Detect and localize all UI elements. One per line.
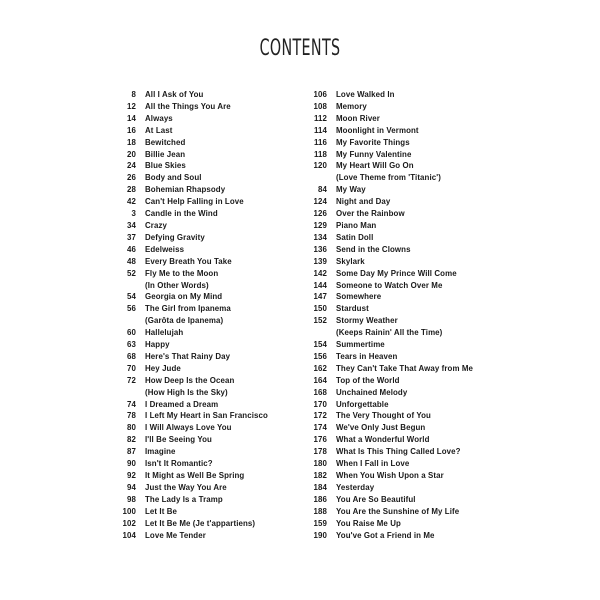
page-number: 154 [313, 340, 327, 350]
song-title: Yesterday [336, 482, 375, 492]
contents-entry [108, 351, 298, 363]
song-title: Tears in Heaven [336, 351, 398, 361]
page-number: 72 [127, 375, 136, 385]
song-title: Can't Help Falling in Love [145, 197, 244, 207]
page-number: 74 [127, 399, 136, 409]
page-number: 170 [313, 399, 327, 409]
page-number: 42 [127, 197, 136, 207]
song-title: Defying Gravity [145, 232, 205, 242]
song-title: How Deep Is the Ocean (How High Is the Sky) [145, 375, 235, 397]
song-title: Georgia on My Mind [145, 292, 223, 302]
song-title: Love Me Tender [145, 530, 206, 540]
contents-entry [300, 339, 500, 351]
page-number: 24 [127, 161, 136, 171]
contents-entry [300, 291, 500, 303]
contents-column-left [108, 89, 298, 541]
page-number: 87 [127, 447, 136, 457]
song-title: Hey Jude [145, 363, 181, 373]
page-number: 12 [127, 101, 136, 111]
page-number: 114 [313, 125, 327, 135]
song-title: Body and Soul [145, 173, 202, 183]
page-number: 70 [127, 363, 136, 373]
contents-entry [300, 280, 500, 292]
page-number: 134 [313, 232, 327, 242]
contents-entry [108, 208, 298, 220]
song-title: Every Breath You Take [145, 256, 232, 266]
song-title: Isn't It Romantic? [145, 459, 213, 469]
contents-entry [108, 113, 298, 125]
contents-entry [300, 410, 500, 422]
song-title: Piano Man [336, 220, 377, 230]
song-title: You've Got a Friend in Me [336, 530, 435, 540]
page-number: 3 [131, 209, 136, 219]
song-title: Send in the Clowns [336, 244, 411, 254]
page-number: 102 [122, 518, 136, 528]
song-title: Hallelujah [145, 328, 184, 338]
page-number: 54 [127, 292, 136, 302]
song-title: The Girl from Ipanema (Garôta de Ipanema) [145, 304, 231, 326]
contents-entry [108, 494, 298, 506]
contents-entry [108, 470, 298, 482]
page-number: 178 [313, 447, 327, 457]
song-title: You Raise Me Up [336, 518, 401, 528]
song-title: Edelweiss [145, 244, 185, 254]
contents-entry [108, 434, 298, 446]
page-number: 48 [127, 256, 136, 266]
contents-entry [300, 303, 500, 315]
contents-entry [300, 434, 500, 446]
page-number: 112 [313, 113, 327, 123]
contents-entry [108, 256, 298, 268]
page-number: 159 [313, 518, 327, 528]
page-number: 84 [318, 185, 327, 195]
contents-entry [108, 291, 298, 303]
song-title: Let It Be [145, 506, 178, 516]
song-title: I'll Be Seeing You [145, 435, 212, 445]
page-number: 182 [313, 471, 327, 480]
contents-entry [108, 518, 298, 530]
page-number: 124 [313, 197, 327, 207]
page-number: 168 [313, 387, 327, 397]
page-number: 174 [313, 423, 327, 433]
contents-entry [300, 101, 500, 113]
contents-entry [108, 399, 298, 411]
song-title: The Lady Is a Tramp [145, 494, 223, 504]
contents-entry [300, 518, 500, 530]
contents-entry [300, 446, 500, 458]
song-title: Love Walked In [336, 90, 395, 99]
page-number: 139 [313, 256, 327, 266]
page-number: 176 [313, 435, 327, 445]
contents-entry [300, 482, 500, 494]
song-title: What Is This Thing Called Love? [336, 447, 461, 457]
page-number: 150 [313, 304, 327, 314]
page-title: CONTENTS [259, 36, 341, 61]
song-title: Unchained Melody [336, 387, 408, 397]
contents-entry [300, 315, 500, 339]
contents-entry [108, 232, 298, 244]
page-number: 28 [127, 185, 136, 195]
contents-entry [300, 196, 500, 208]
page-number: 172 [313, 411, 327, 421]
contents-entry [300, 89, 500, 101]
song-title: Stardust [336, 304, 369, 314]
contents-entry [300, 399, 500, 411]
song-title: Crazy [145, 220, 167, 230]
contents-entry [300, 125, 500, 137]
page-number: 116 [313, 137, 327, 147]
page-number: 142 [313, 268, 327, 278]
song-title: We've Only Just Begun [336, 423, 426, 433]
page-number: 18 [127, 137, 136, 147]
page-number: 60 [127, 328, 136, 338]
contents-entry [108, 446, 298, 458]
contents-entry [108, 172, 298, 184]
song-title: All I Ask of You [145, 90, 204, 99]
contents-entry [108, 530, 298, 542]
contents-entry [300, 494, 500, 506]
contents-entry [108, 458, 298, 470]
page-number: 94 [127, 482, 136, 492]
page-number: 156 [313, 351, 327, 361]
contents-entry [108, 149, 298, 161]
song-title: Skylark [336, 256, 365, 266]
page-number: 104 [122, 530, 136, 540]
page-number: 152 [313, 316, 327, 326]
song-title: Bewitched [145, 137, 186, 147]
contents-entry [300, 220, 500, 232]
contents-entry [300, 160, 500, 184]
contents-entry [108, 339, 298, 351]
song-title: They Can't Take That Away from Me [336, 363, 474, 373]
contents-entry [300, 113, 500, 125]
page-number: 63 [127, 340, 136, 350]
page-number: 56 [127, 304, 136, 314]
contents-entry [108, 196, 298, 208]
song-title: You Are the Sunshine of My Life [336, 506, 460, 516]
page-number: 14 [127, 113, 136, 123]
song-title: Top of the World [336, 375, 400, 385]
page-number: 80 [127, 423, 136, 433]
contents-entry [108, 363, 298, 375]
song-title: Just the Way You Are [145, 482, 227, 492]
contents-entry [300, 256, 500, 268]
page-number: 46 [127, 244, 136, 254]
contents-entry [300, 137, 500, 149]
page-number: 68 [127, 351, 136, 361]
contents-entry [300, 208, 500, 220]
contents-entry [108, 303, 298, 327]
song-title: Blue Skies [145, 161, 186, 171]
page-number: 108 [313, 101, 327, 111]
contents-entry [108, 101, 298, 113]
page-number: 37 [127, 232, 136, 242]
song-title: Somewhere [336, 292, 382, 302]
page-number: 8 [131, 90, 136, 99]
page-number: 136 [313, 244, 327, 254]
song-title: Happy [145, 340, 170, 350]
contents-entry [300, 363, 500, 375]
page-number: 20 [127, 149, 136, 159]
song-title: I Left My Heart in San Francisco [145, 411, 268, 421]
page-number: 16 [127, 125, 136, 135]
contents-entry [108, 482, 298, 494]
song-title: My Way [336, 185, 366, 195]
song-title: Candle in the Wind [145, 209, 218, 219]
song-title: Always [145, 113, 173, 123]
song-title: Someone to Watch Over Me [336, 280, 443, 290]
page-number: 90 [127, 459, 136, 469]
song-title: My Favorite Things [336, 137, 410, 147]
contents-entry [108, 184, 298, 196]
contents-entry [300, 268, 500, 280]
song-title: Imagine [145, 447, 176, 457]
song-title: Satin Doll [336, 232, 374, 242]
song-title: When You Wish Upon a Star [336, 471, 444, 480]
page-number: 147 [313, 292, 327, 302]
contents-entry [300, 184, 500, 196]
song-title: The Very Thought of You [336, 411, 431, 421]
contents-entry [108, 375, 298, 399]
contents-entry [300, 375, 500, 387]
song-title: Moon River [336, 113, 380, 123]
song-title: It Might as Well Be Spring [145, 471, 245, 480]
contents-entry [108, 268, 298, 292]
contents-entry [108, 89, 298, 101]
page-number: 98 [127, 494, 136, 504]
contents-entry [108, 244, 298, 256]
song-title: My Funny Valentine [336, 149, 412, 159]
page-number: 186 [313, 494, 327, 504]
page-number: 52 [127, 268, 136, 278]
contents-entry [300, 422, 500, 434]
contents-entry [300, 458, 500, 470]
contents-entry [108, 137, 298, 149]
song-title: At Last [145, 125, 173, 135]
song-title: Bohemian Rhapsody [145, 185, 226, 195]
page-number: 82 [127, 435, 136, 445]
page-number: 34 [127, 220, 136, 230]
song-title: Let It Be Me (Je t'appartiens) [145, 518, 256, 528]
page-number: 126 [313, 209, 327, 219]
contents-entry [108, 327, 298, 339]
song-title: Fly Me to the Moon (In Other Words) [145, 268, 219, 290]
contents-entry [108, 220, 298, 232]
song-title: I Will Always Love You [145, 423, 232, 433]
page-number: 190 [313, 530, 327, 540]
song-title: Over the Rainbow [336, 209, 405, 219]
contents-entry [300, 244, 500, 256]
song-title: Night and Day [336, 197, 391, 207]
contents-entry [300, 351, 500, 363]
song-title: Some Day My Prince Will Come [336, 268, 457, 278]
page-number: 120 [313, 161, 327, 171]
contents-entry [108, 506, 298, 518]
contents-entry [300, 506, 500, 518]
page-number: 106 [313, 90, 327, 99]
page-number: 188 [313, 506, 327, 516]
song-title: Moonlight in Vermont [336, 125, 419, 135]
page-number: 180 [313, 459, 327, 469]
page-number: 26 [127, 173, 136, 183]
page-number: 164 [313, 375, 327, 385]
page-number: 162 [313, 363, 327, 373]
song-title: My Heart Will Go On (Love Theme from 'Titanic') [336, 161, 441, 183]
contents-entry [300, 387, 500, 399]
song-title: All the Things You Are [145, 101, 231, 111]
song-title: You Are So Beautiful [336, 494, 416, 504]
song-title: Stormy Weather (Keeps Rainin' All the Time) [336, 316, 443, 338]
contents-entry [300, 530, 500, 542]
contents-entry [300, 232, 500, 244]
contents-entry [108, 160, 298, 172]
song-title: Summertime [336, 340, 385, 350]
song-title: Here's That Rainy Day [145, 351, 231, 361]
page-number: 100 [122, 506, 136, 516]
contents-entry [108, 125, 298, 137]
contents-entry [108, 422, 298, 434]
contents-entry [300, 149, 500, 161]
song-title: Billie Jean [145, 149, 186, 159]
song-title: Unforgettable [336, 399, 389, 409]
page-number: 78 [127, 411, 136, 421]
page-number: 118 [313, 149, 327, 159]
song-title: I Dreamed a Dream [145, 399, 219, 409]
page-number: 144 [313, 280, 327, 290]
page-number: 92 [127, 471, 136, 480]
song-title: Memory [336, 101, 367, 111]
page-number: 184 [313, 482, 327, 492]
contents-entry [300, 470, 500, 482]
contents-column-right [300, 89, 500, 541]
song-title: What a Wonderful World [336, 435, 430, 445]
song-title: When I Fall in Love [336, 459, 410, 469]
page-number: 129 [313, 220, 327, 230]
contents-entry [108, 410, 298, 422]
